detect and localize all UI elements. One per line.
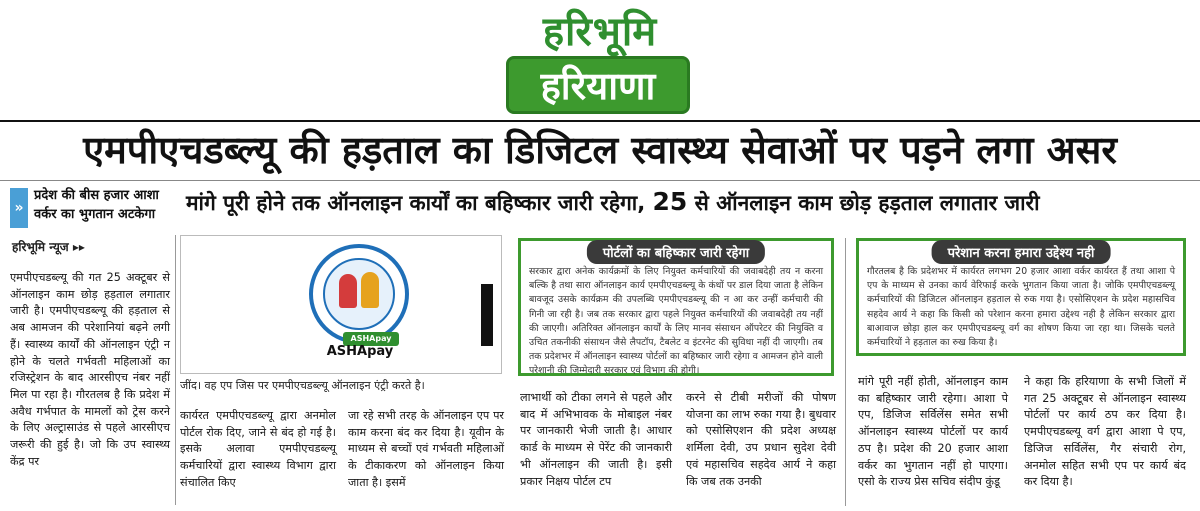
column-text: जा रहे सभी तरह के ऑनलाइन एप पर काम करना बंद कर दिया है। यूवीन के माध्यम से बच्चों एवं गर्भवती महिलाओं के टीकाकरण को ऑनलाइन किया जाता है। इसमें bbox=[348, 409, 504, 489]
column-divider bbox=[175, 235, 176, 505]
sidebar-box-intent bbox=[856, 238, 1186, 356]
article-column-5 bbox=[686, 390, 836, 490]
subhead-number: 25 bbox=[652, 187, 688, 216]
subhead-part1: मांगे पूरी होने तक ऑनलाइन कार्यों का बहिष्कार जारी रहेगा, bbox=[186, 191, 653, 215]
box-title: पोर्टलों का बहिष्कार जारी रहेगा bbox=[587, 240, 765, 264]
subheadline bbox=[186, 186, 1186, 219]
column-text: लाभार्थी को टीका लगने से पहले और बाद में अभिभावक के मोबाइल नंबर पर जानकारी भेजी जाती है। आधार कार्ड के माध्यम से पेरेंट की जानकारी भी ऑनलाइन की जाती है। इसी प्रकार निक्षय पोर्टल टप bbox=[520, 391, 672, 488]
figure-icon bbox=[361, 272, 379, 308]
article-column-2 bbox=[180, 408, 336, 492]
photo-caption: जींद। वह एप जिस पर एमपीएचडब्ल्यू ऑनलाइन एंट्री करते है। bbox=[180, 379, 425, 392]
region-label: हरियाणा bbox=[540, 64, 656, 108]
column-divider bbox=[845, 238, 846, 506]
nhm-emblem-icon bbox=[309, 244, 409, 344]
subhead-part2: से ऑनलाइन काम छोड़ हड़ताल लगातार जारी bbox=[687, 191, 1040, 215]
photo-label: ASHApay bbox=[326, 344, 394, 359]
chevron-right-icon: » bbox=[10, 188, 28, 228]
column-text: मांगे पूरी नहीं होती, ऑनलाइन काम का बहिष्कार जारी रहेगा। आशा पे एप, डिजिज सर्विलेंस समेत सभी ऑनलाइन स्वास्थ्य पोर्टलों पर कार्य ठप है। प्रदेश की 20 हजार आशा वर्कर का भुगतान नहीं हो पाएगा। एसो के राज्य प्रेस सचिव संदीप कुंडू bbox=[858, 375, 1008, 489]
figure-icon bbox=[339, 274, 357, 308]
top-divider bbox=[0, 120, 1200, 122]
headline: एमपीएचडब्ल्यू की हड़ताल का डिजिटल स्वास्थ्य सेवाओं पर पड़ने लगा असर bbox=[83, 128, 1117, 172]
box-text: गौरतलब है कि प्रदेशभर में कार्यरत लगभग 20 हजार आशा वर्कर कार्यरत हैं तथा आशा पे एप के माध्यम से उनका कार्य वेरिफाई करके भुगतान किया जाता है। जोकि एमपीएचडब्ल्यू कर्मचारियों की डिजिटल ऑनलाइन हड़ताल से रुक गया है। एसोसिएशन के प्रदेश महासचिव सहदेव आर्य ने कहा कि किसी को परेशान करना हमारा उद्देश्य नही है लेकिन सरकार द्वारा बाआवाज छोड़ा हाल कर एमपीएचडब्ल्यू वर्ग का शोषण किया जा रहा था। जिसके चलते कर्मचारियों ने हड़ताल का रुख किया है। bbox=[867, 266, 1175, 349]
box-title: परेशान करना हमारा उद्देश्य नही bbox=[932, 240, 1111, 264]
byline: हरिभूमि न्यूज ▸▸ bbox=[12, 240, 85, 254]
article-column-1 bbox=[10, 270, 170, 470]
article-column-6 bbox=[858, 374, 1008, 491]
masthead bbox=[0, 0, 1200, 118]
region-badge bbox=[506, 56, 690, 114]
column-text: करने से टीबी मरीजों की पोषण योजना का लाभ रुका गया है। बुधवार को एसोसिएशन की प्रदेश अध्यक्ष शर्मिला देवी, उप प्रधान सुदेश देवी एवं महासचिव सहदेव आर्य ने कहा कि जब तक उनकी bbox=[686, 391, 836, 488]
article-column-4 bbox=[520, 390, 672, 490]
device-edge bbox=[481, 284, 493, 346]
box-text: सरकार द्वारा अनेक कार्यक्रमों के लिए नियुक्त कर्मचारियों की जवाबदेही तय न करना बल्कि है तथा सारा ऑनलाइन कार्य एमपीएचडब्ल्यू के कंधों पर डाल दिया जाता है लेकिन बावजूद उसके कार्यक्रम की उपलब्धि एमपीएचडब्ल्यू की न आ कर उन्हीं कर्मचारी की गिनी जा रही है। जब तक सरकार द्वारा पहले नियुक्त कर्मचारियों की जवाबदेही तय नहीं की जाएगी। अतिरिक्त ऑनलाइन कार्यों के लिए मानव संसाधन ऑपरेटर की नियुक्ति व उचित तकनीकी संसाधन जैसे लैपटॉप, टैबलेट व इंटरनेट की सुविधा नहीं दी जाएगी। तब तक प्रदेशभर में ऑनलाइन स्वास्थ्य पोर्टलों का बहिष्कार जारी रहेगा व आमजन होने वाली परेशानी की जिम्मेदारी सरकार एवं विभाग की होगी। bbox=[529, 266, 823, 377]
article-column-7 bbox=[1024, 374, 1186, 491]
article-column-3 bbox=[348, 408, 504, 492]
app-photo bbox=[180, 235, 502, 374]
sidebar-box-boycott bbox=[518, 238, 834, 376]
column-text: एमपीएचडब्ल्यू की गत 25 अक्टूबर से ऑनलाइन काम छोड़ हड़ताल लगातार जारी है। एमपीएचडब्ल्यू की हड़ताल से अब आमजन की परेशानियां बढ़ने लगी हैं। स्वास्थ्य कार्यों की ऑनलाइन एंट्री न होने के चलते गर्भवती महिलाओं का रजिस्ट्रेशन के बाद आरसीएच नंबर नहीं मिल पा रहा है। गौरतलब है कि प्रदेश में अवैध गर्भपात के मामलों को ट्रेस करने के लिए अल्ट्रासाउंड से पहले आरसीएच जरूरी की हुई है। जो कि उप स्वास्थ्य केंद्र पर bbox=[10, 271, 170, 468]
emblem-ribbon: ASHApay bbox=[343, 332, 399, 346]
column-text: कार्यरत एमपीएचडब्ल्यू द्वारा अनमोल पोर्टल रोक दिए, जाने से बंद हो गई है। इसके अलावा एमपीएचडब्ल्यू कर्मचारियों द्वारा स्वास्थ्य विभाग द्वारा संचालित किए bbox=[180, 409, 336, 489]
column-text: ने कहा कि हरियाणा के सभी जिलों में गत 25 अक्टूबर से ऑनलाइन स्वास्थ्य पोर्टलों पर कार्य ठप कर दिया है। एमपीएचडब्ल्यू वर्ग द्वारा आशा पे एप, डिजिज सर्विलेंस, गैर संचारी रोग, अनमोल सहित सभी एप पर कार्य बंद कर दिया है। bbox=[1024, 375, 1186, 489]
newspaper-logo: हरिभूमि bbox=[542, 9, 658, 55]
headline-divider bbox=[0, 180, 1200, 181]
teaser-text: प्रदेश की बीस हजार आशा वर्कर का भुगतान अटकेगा bbox=[34, 188, 159, 222]
